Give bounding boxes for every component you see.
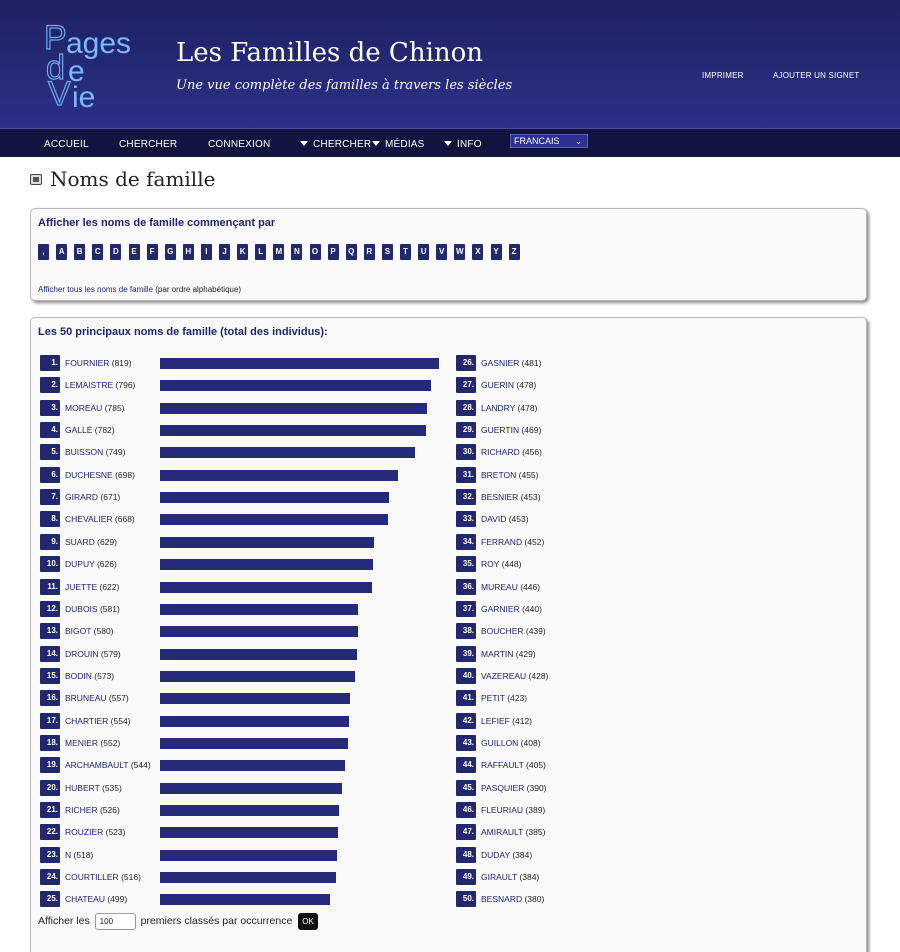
surname-entry (481, 735, 541, 751)
surname-entry (481, 780, 547, 796)
surname-entry (65, 601, 120, 617)
rank-badge: 44. (456, 757, 476, 773)
surname-link[interactable]: MOREAU (65, 402, 103, 413)
surname-link[interactable]: CHARTIER (65, 715, 109, 726)
surname-bar (160, 805, 339, 816)
surname-count: (698) (112, 469, 135, 480)
surname-count: (782) (92, 425, 115, 436)
surname-count: (384) (509, 849, 533, 860)
menu-login[interactable]: CONNEXION (208, 139, 271, 150)
surname-bar (160, 492, 389, 503)
letter-button[interactable]: J (219, 244, 230, 260)
rank-badge: 41. (456, 690, 476, 706)
surname-link[interactable]: VAZEREAU (481, 670, 527, 681)
rank-badge: 34. (456, 534, 476, 550)
surname-count: (579) (98, 648, 121, 659)
surname-bar (160, 470, 398, 481)
surname-bar (160, 872, 336, 883)
surname-entry (481, 377, 536, 393)
surname-entry (481, 511, 529, 527)
menu-media-dropdown[interactable]: MÉDIAS (372, 139, 425, 150)
count-input[interactable]: 100 (95, 913, 136, 930)
surname-entry (65, 467, 135, 483)
logo-letter: ie (72, 81, 96, 114)
rank-badge: 32. (456, 489, 476, 505)
surname-count: (469) (519, 425, 542, 436)
surname-link[interactable]: FLEURIAU (481, 805, 524, 815)
surname-count: (749) (103, 447, 126, 458)
surname-link[interactable]: JUETTE (65, 581, 98, 592)
rank-badge: 12. (40, 601, 60, 617)
surname-count: (629) (94, 536, 117, 547)
rank-badge: 37. (456, 601, 476, 617)
alphabet-heading: Afficher les noms de famille commençant par (38, 217, 276, 229)
surname-entry (481, 646, 536, 662)
rank-badge: 46. (456, 802, 476, 818)
surname-link[interactable]: CHATEAU (65, 894, 105, 905)
surname-entry (65, 534, 117, 550)
surname-entry (65, 444, 125, 460)
letter-button[interactable]: U (418, 244, 429, 260)
surname-bar (160, 380, 431, 391)
rank-badge: 31. (456, 467, 476, 483)
rank-badge: 29. (456, 422, 476, 438)
surname-bar (160, 358, 439, 369)
rank-badge: 24. (40, 869, 60, 885)
surname-count: (544) (128, 760, 151, 771)
letter-button[interactable]: Y (491, 244, 502, 260)
rank-badge: 39. (456, 646, 476, 662)
show-all-line (38, 285, 241, 294)
rank-badge: 15. (40, 668, 60, 684)
surname-entry (481, 824, 545, 840)
show-all-suffix: (par ordre alphabétique) (155, 285, 242, 294)
surname-link[interactable]: BESNIER (481, 492, 519, 503)
surname-link[interactable]: MARTIN (481, 648, 514, 659)
surname-count: (478) (515, 402, 538, 413)
surname-count: (390) (524, 782, 547, 793)
surname-bar (160, 626, 358, 637)
surname-count: (429) (513, 648, 536, 659)
letter-button[interactable]: W (454, 244, 465, 260)
letter-button[interactable]: Z (509, 244, 520, 260)
surname-entry (65, 668, 114, 684)
surname-count: (481) (519, 358, 542, 368)
rank-badge: 18. (40, 735, 60, 751)
menu-info-dropdown[interactable]: INFO (444, 139, 482, 150)
letter-button[interactable]: F (147, 244, 158, 260)
surname-link[interactable]: GARNIER (481, 603, 520, 614)
surname-entry (65, 422, 115, 438)
surname-link[interactable]: GUERIN (481, 380, 515, 391)
letter-button[interactable]: E (129, 244, 140, 260)
surname-bar (160, 827, 338, 838)
surname-entry (481, 601, 542, 617)
letter-button[interactable]: Q (346, 244, 357, 260)
surname-link[interactable]: CHEVALIER (65, 514, 113, 525)
letter-button[interactable]: I (201, 244, 212, 260)
surname-bar (160, 671, 355, 682)
rank-badge: 28. (456, 400, 476, 416)
surname-entry (65, 377, 135, 393)
surname-entry (65, 489, 120, 505)
surname-entry (481, 467, 539, 483)
surname-count: (446) (517, 581, 541, 592)
surname-entry (481, 355, 541, 371)
surname-link[interactable]: RAFFAULT (481, 760, 524, 771)
alphabet-panel (30, 208, 867, 301)
site-subtitle: Une vue complète des familles à travers les siècles (176, 78, 513, 93)
page-title: Noms de famille (50, 167, 216, 191)
surname-count: (428) (526, 670, 549, 681)
rank-badge: 16. (40, 690, 60, 706)
rank-badge: 45. (456, 780, 476, 796)
surname-link[interactable]: GALLÉ (65, 425, 93, 436)
letter-button[interactable]: X (472, 244, 483, 260)
surname-entry (481, 891, 544, 907)
surname-entry (65, 735, 120, 751)
surname-link[interactable]: GASNIER (481, 358, 520, 368)
surname-entry (65, 646, 121, 662)
rank-badge: 17. (40, 713, 60, 729)
surname-link[interactable]: PETIT (481, 693, 505, 704)
surname-entry (65, 511, 135, 527)
letter-button[interactable]: B (74, 244, 85, 260)
rank-badge: 3. (40, 400, 60, 416)
surname-entry (481, 802, 545, 818)
surname-count: (535) (99, 782, 122, 793)
surname-link[interactable]: BIGOT (65, 626, 92, 637)
show-all-link[interactable]: Afficher tous les noms de famille (38, 285, 154, 294)
surname-count: (448) (499, 559, 522, 570)
rank-badge: 47. (456, 824, 476, 840)
letter-button[interactable]: G (165, 244, 176, 260)
surname-count: (423) (504, 693, 528, 704)
letter-button[interactable]: P (328, 244, 339, 260)
surname-count: (526) (97, 805, 120, 815)
logo-letter: e (68, 55, 85, 88)
rank-badge: 13. (40, 623, 60, 639)
ok-button[interactable]: OK (298, 913, 318, 930)
rank-badge: 30. (456, 444, 476, 460)
surname-count: (453) (518, 492, 541, 503)
surname-bar (160, 716, 349, 727)
surname-count: (453) (506, 514, 529, 525)
rank-badge: 14. (40, 646, 60, 662)
surname-entry (65, 869, 141, 885)
surname-bar (160, 894, 330, 905)
surname-link[interactable]: DROUIN (65, 648, 99, 659)
surname-link[interactable]: COURTILLER (65, 872, 119, 883)
surname-link[interactable]: DAVID (481, 514, 507, 525)
bookmark-link[interactable]: AJOUTER UN SIGNET (773, 71, 860, 80)
surname-bar (160, 850, 337, 861)
surname-link[interactable]: GUERTIN (481, 425, 520, 436)
surname-link[interactable]: RICHARD (481, 447, 520, 458)
surname-entry (65, 579, 119, 595)
surname-count: (819) (109, 358, 132, 368)
rank-badge: 48. (456, 847, 476, 863)
rank-badge: 35. (456, 556, 476, 572)
surname-link[interactable]: BESNARD (481, 894, 523, 905)
surname-entry (65, 757, 151, 773)
surname-entry (481, 534, 544, 550)
surname-bar (160, 760, 345, 771)
surname-bar (160, 425, 426, 436)
surname-bar (160, 693, 350, 704)
surname-count: (440) (519, 603, 542, 614)
caret-down-icon (372, 141, 380, 146)
surname-entry (481, 690, 527, 706)
logo-letter: ages (66, 27, 132, 60)
surname-entry (65, 891, 127, 907)
rank-badge: 38. (456, 623, 476, 639)
surname-link[interactable]: N (65, 849, 72, 860)
surname-bar (160, 447, 415, 458)
surname-count: (785) (102, 402, 125, 413)
rank-badge: 7. (40, 489, 60, 505)
surname-count: (573) (91, 670, 115, 681)
surname-link[interactable]: SUARD (65, 536, 95, 547)
surname-link[interactable]: ROY (481, 559, 500, 570)
surname-entry (481, 713, 532, 729)
surname-count: (516) (118, 872, 141, 883)
surname-link[interactable]: DUBOIS (65, 603, 98, 614)
rank-badge: 23. (40, 847, 60, 863)
surname-count: (456) (519, 447, 542, 458)
surname-count: (405) (523, 760, 546, 771)
surname-count: (384) (517, 872, 540, 883)
surname-entry (481, 556, 522, 572)
surname-bar (160, 537, 374, 548)
surname-entry (65, 556, 117, 572)
surname-link[interactable]: GIRAULT (481, 872, 518, 883)
main-menu (0, 128, 900, 157)
surname-count: (380) (522, 894, 545, 905)
surname-count: (557) (106, 693, 129, 704)
letter-button[interactable]: L (255, 244, 266, 260)
rank-badge: 36. (456, 579, 476, 595)
surname-entry (481, 489, 541, 505)
rank-badge: 33. (456, 511, 476, 527)
chevron-down-icon: ⌄ (575, 137, 582, 146)
count-suffix: premiers classés par occurrence (140, 915, 293, 927)
surname-link[interactable]: BRETON (481, 469, 517, 480)
rank-badge: 49. (456, 869, 476, 885)
rank-badge: 9. (40, 534, 60, 550)
letter-button[interactable]: A (56, 244, 67, 260)
letter-button[interactable]: D (110, 244, 121, 260)
rank-badge: 22. (40, 824, 60, 840)
rank-badge: 50. (456, 891, 476, 907)
surname-count: (385) (523, 827, 546, 838)
surname-count: (626) (94, 559, 117, 570)
surname-link[interactable]: DUDAY (481, 849, 510, 860)
surname-link[interactable]: BODIN (65, 670, 92, 681)
surname-entry (65, 355, 132, 371)
surname-count: (452) (522, 536, 545, 547)
surname-count: (478) (514, 380, 537, 391)
surname-entry (65, 824, 125, 840)
rank-badge: 27. (456, 377, 476, 393)
letter-button[interactable]: M (273, 244, 284, 260)
caret-down-icon (300, 141, 308, 146)
surname-count: (622) (97, 581, 120, 592)
rank-badge: 25. (40, 891, 60, 907)
letter-button[interactable]: O (310, 244, 321, 260)
rank-badge: 26. (456, 355, 476, 371)
letter-button[interactable]: T (400, 244, 411, 260)
surname-link[interactable]: LANDRY (481, 402, 516, 413)
rank-badge: 11. (40, 579, 60, 595)
language-select[interactable]: FRANCAIS ⌄ (510, 134, 588, 148)
surname-link[interactable]: ARCHAMBAULT (65, 760, 129, 771)
surname-entry (65, 802, 120, 818)
surname-bar (160, 604, 358, 615)
surname-entry (65, 847, 93, 863)
surname-count: (499) (105, 894, 128, 905)
logo-letter: P (44, 19, 67, 57)
menu-search[interactable]: CHERCHER (119, 139, 178, 150)
surname-count: (455) (516, 469, 539, 480)
surname-entry (65, 400, 125, 416)
surname-bar (160, 649, 357, 660)
rank-badge: 42. (456, 713, 476, 729)
rank-badge: 21. (40, 802, 60, 818)
surname-bar (160, 403, 427, 414)
letter-button[interactable]: R (364, 244, 375, 260)
print-link[interactable]: IMPRIMER (702, 71, 744, 80)
surname-link[interactable]: FOURNIER (65, 358, 110, 368)
letter-button[interactable]: S (382, 244, 393, 260)
surname-bar (160, 559, 373, 570)
top-surnames-heading: Les 50 principaux noms de famille (total des individus): (38, 326, 328, 338)
surname-link[interactable]: AMIRAULT (481, 827, 524, 838)
surname-link[interactable]: BOUCHER (481, 626, 524, 637)
surname-entry (481, 668, 548, 684)
rank-badge: 8. (40, 511, 60, 527)
surname-entry (481, 400, 537, 416)
surname-link[interactable]: LEFIEF (481, 715, 510, 726)
rank-badge: 20. (40, 780, 60, 796)
surname-link[interactable]: BRUNEAU (65, 693, 107, 704)
surname-bar (160, 783, 342, 794)
surname-bar (160, 514, 388, 525)
count-prefix: Afficher les (38, 915, 90, 927)
surname-link[interactable]: HUBERT (65, 782, 100, 793)
surname-count: (412) (509, 715, 533, 726)
count-form (38, 912, 318, 930)
surname-link[interactable]: GUILLON (481, 737, 519, 748)
surname-link[interactable]: PASQUIER (481, 782, 525, 793)
rank-badge: 40. (456, 668, 476, 684)
menu-search-dropdown[interactable]: CHERCHER (300, 139, 371, 150)
surname-count: (581) (97, 603, 120, 614)
surname-count: (552) (98, 737, 121, 748)
logo-letter: V (48, 75, 71, 113)
logo-letter: d (46, 49, 65, 87)
rank-badge: 19. (40, 757, 60, 773)
surname-link[interactable]: RICHER (65, 805, 98, 815)
top-surnames-panel (30, 317, 867, 952)
site-logo[interactable] (44, 19, 156, 114)
surname-entry (481, 623, 546, 639)
surname-count: (668) (112, 514, 135, 525)
menu-home[interactable]: ACCUEIL (44, 139, 89, 150)
rank-badge: 10. (40, 556, 60, 572)
surname-entry (481, 869, 539, 885)
surname-entry (481, 444, 542, 460)
letter-button[interactable]: K (237, 244, 248, 260)
rank-badge: 6. (40, 467, 60, 483)
letter-button[interactable]: V (436, 244, 447, 260)
surname-link[interactable]: MUREAU (481, 581, 518, 592)
surname-link[interactable]: LEMAISTRE (65, 380, 114, 391)
surname-link[interactable]: GIRARD (65, 492, 99, 503)
surname-entry (65, 623, 114, 639)
surname-count: (523) (103, 827, 126, 838)
surname-entry (65, 713, 131, 729)
surname-count: (389) (523, 805, 546, 815)
rank-badge: 4. (40, 422, 60, 438)
surname-count: (518) (71, 849, 94, 860)
surname-link[interactable]: ROUZIER (65, 827, 104, 838)
site-header (0, 0, 900, 128)
letter-button[interactable]: H (183, 244, 194, 260)
surname-count: (671) (98, 492, 121, 503)
surname-entry (481, 847, 532, 863)
surname-entry (481, 422, 541, 438)
surname-link[interactable]: MENIER (65, 737, 99, 748)
rank-badge: 5. (40, 444, 60, 460)
surname-link[interactable]: DUCHESNE (65, 469, 113, 480)
surname-entry (65, 690, 129, 706)
surname-link[interactable]: FERRAND (481, 536, 523, 547)
surname-count: (439) (523, 626, 546, 637)
rank-badge: 43. (456, 735, 476, 751)
surname-bar (160, 582, 372, 593)
surname-entry (481, 579, 540, 595)
surname-entry (481, 757, 546, 773)
surname-count: (796) (113, 380, 136, 391)
letter-button[interactable]: C (92, 244, 103, 260)
caret-down-icon (444, 141, 452, 146)
surname-count: (580) (91, 626, 114, 637)
surname-bar (160, 738, 348, 749)
letter-button[interactable]: N (291, 244, 302, 260)
surname-entry (65, 780, 122, 796)
surname-link[interactable]: BUISSON (65, 447, 104, 458)
letter-button[interactable]: , (38, 244, 49, 260)
surname-count: (554) (108, 715, 131, 726)
site-title: Les Familles de Chinon (176, 38, 484, 68)
surname-link[interactable]: DUPUY (65, 559, 95, 570)
rank-badge: 1. (40, 355, 60, 371)
surname-count: (408) (518, 737, 541, 748)
surnames-icon (30, 174, 42, 185)
rank-badge: 2. (40, 377, 60, 393)
